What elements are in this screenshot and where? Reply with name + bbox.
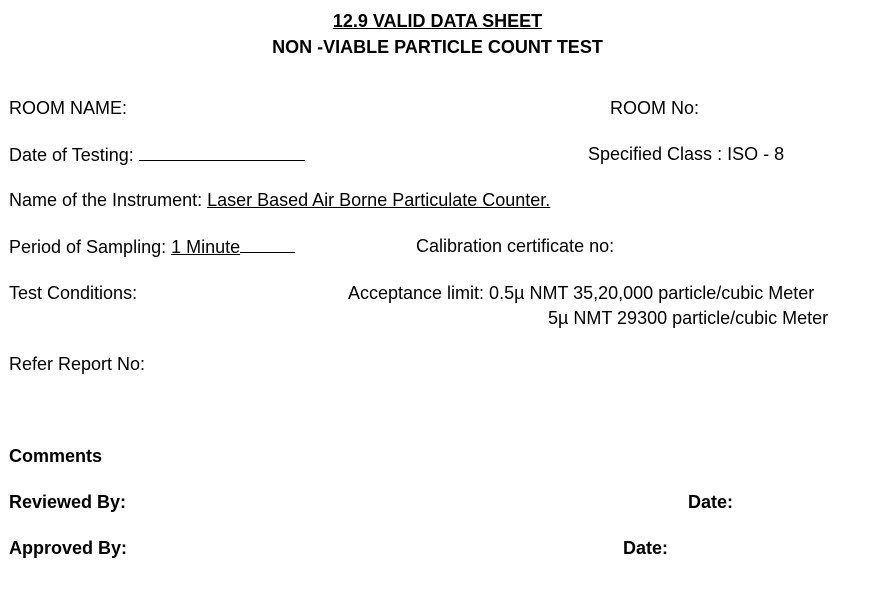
- instrument-row: [9, 189, 550, 211]
- approved-date-label: Date:: [623, 538, 669, 558]
- test-conditions-label: Test Conditions:: [9, 283, 138, 303]
- specified-class-row: [588, 143, 784, 165]
- date-of-testing-blank: [139, 143, 305, 161]
- period-label: Period of Sampling:: [9, 237, 172, 257]
- period-row: [9, 235, 295, 258]
- period-value: 1 Minute: [171, 237, 241, 257]
- calibration-label: Calibration certificate no:: [416, 236, 615, 256]
- refer-report-label: Refer Report No:: [9, 354, 146, 374]
- reviewed-date-label: Date:: [688, 492, 734, 512]
- comments-label: Comments: [9, 446, 103, 466]
- reviewed-by-label: Reviewed By:: [9, 492, 127, 512]
- room-name-label: ROOM NAME:: [9, 98, 128, 118]
- date-of-testing-label: Date of Testing:: [9, 145, 139, 165]
- period-blank: [240, 235, 295, 253]
- instrument-value: Laser Based Air Borne Particulate Counter.: [207, 190, 551, 210]
- document-subtitle: NON -VIABLE PARTICLE COUNT TEST: [272, 37, 603, 57]
- room-no-label: ROOM No:: [610, 98, 700, 118]
- specified-class-label: Specified Class: [588, 144, 713, 164]
- document-title: 12.9 VALID DATA SHEET: [332, 11, 543, 31]
- acceptance-limit-line2: 5µ NMT 29300 particle/cubic Meter: [548, 308, 829, 328]
- date-of-testing-row: [9, 143, 305, 166]
- specified-class-value: : ISO - 8: [717, 144, 785, 164]
- approved-by-label: Approved By:: [9, 538, 128, 558]
- instrument-label: Name of the Instrument:: [9, 190, 208, 210]
- acceptance-limit-line1: Acceptance limit: 0.5µ NMT 35,20,000 particle/cubic Meter: [348, 283, 815, 303]
